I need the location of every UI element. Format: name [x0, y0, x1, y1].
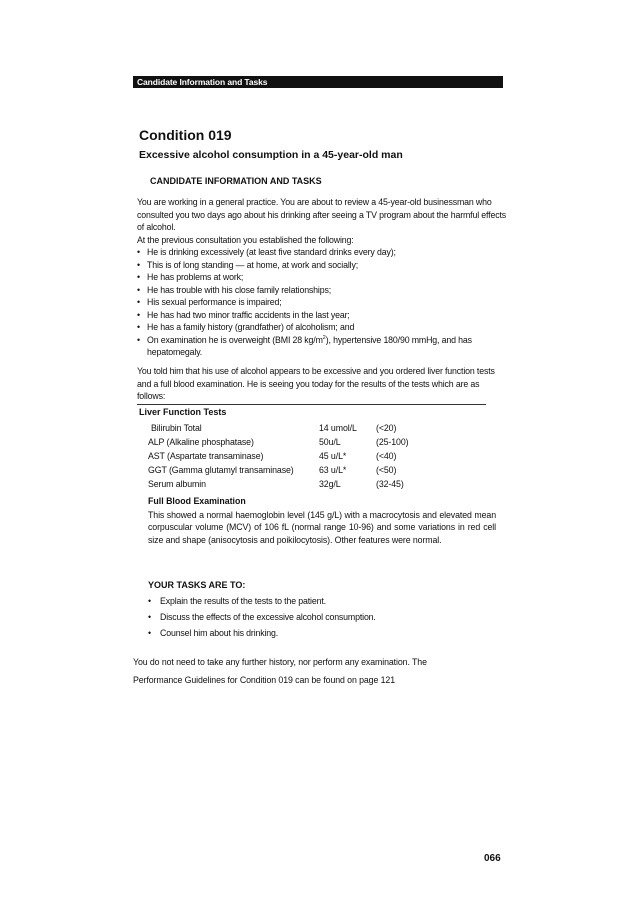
test-value: 50u/L: [319, 437, 341, 447]
test-range: (32-45): [376, 479, 404, 489]
test-range: (<40): [376, 451, 397, 461]
test-value: 63 u/L*: [319, 465, 347, 475]
test-name: GGT (Gamma glutamyl transaminase): [148, 465, 294, 475]
test-value: 45 u/L*: [319, 451, 347, 461]
tasks-list: [148, 593, 498, 641]
test-range: (<50): [376, 465, 397, 475]
fbe-text: This showed a normal haemoglobin level (145 g/L) with a macrocytosis and elevated mean corpuscular volume (MCV) of 106 fL (normal range 10-96) and some variations in red cell size and shape (anisocytosis and poikilocytosis). Other features were normal.: [148, 510, 496, 545]
exam-finding-superscript: 2: [322, 334, 326, 341]
list-item: • He has problems at work;: [137, 271, 507, 284]
list-item: • Explain the results of the tests to the patient.: [148, 593, 498, 609]
footer-line-2: Performance Guidelines for Condition 019 can be found on page 121: [133, 675, 395, 685]
table-row: [148, 437, 408, 451]
page-number: 066: [484, 853, 501, 864]
test-value: 14 umol/L: [319, 423, 357, 433]
test-range: (25-100): [376, 437, 409, 447]
list-item: • He has a family history (grandfather) of alcoholism; and: [137, 321, 507, 334]
list-item: [137, 334, 507, 359]
test-value: 32g/L: [319, 479, 341, 489]
test-name: Serum albumin: [148, 479, 206, 489]
lft-table: [148, 423, 408, 493]
lft-heading: Liver Function Tests: [139, 407, 227, 417]
fbe-heading: Full Blood Examination: [148, 496, 246, 506]
condition-subtitle: Excessive alcohol consumption in a 45-year-old man: [139, 149, 403, 161]
tests-ordered-paragraph: You told him that his use of alcohol appears to be excessive and you ordered liver function tests and a full blood examination. He is seeing you today for the results of the tests which are as follows:: [137, 366, 495, 401]
list-item: • He has had two minor traffic accidents in the last year;: [137, 309, 507, 322]
table-row: [148, 451, 408, 465]
intro-paragraph: You are working in a general practice. You are about to review a 45-year-old businessman who consulted you two days ago about his drinking after seeing a TV program about the harmful effects of alcohol.: [137, 197, 506, 232]
test-name: ALP (Alkaline phosphatase): [148, 437, 254, 447]
findings-list: [137, 246, 507, 359]
test-name: AST (Aspartate transaminase): [148, 451, 264, 461]
list-item: • He has trouble with his close family relationships;: [137, 284, 507, 297]
list-item: • Discuss the effects of the excessive alcohol consumption.: [148, 609, 498, 625]
list-item: • He is drinking excessively (at least five standard drinks every day);: [137, 246, 507, 259]
list-item: • His sexual performance is impaired;: [137, 296, 507, 309]
table-row: [148, 423, 408, 437]
table-row: [148, 479, 408, 493]
previous-consultation-intro: At the previous consultation you established the following:: [137, 235, 354, 245]
section-divider: [137, 404, 486, 405]
test-name: Bilirubin Total: [151, 423, 202, 433]
tasks-heading: YOUR TASKS ARE TO:: [148, 580, 246, 590]
section-header-bar: Candidate Information and Tasks: [133, 76, 503, 88]
list-item: • This is of long standing — at home, at work and socially;: [137, 259, 507, 272]
footer-line-1: You do not need to take any further history, nor perform any examination. The: [133, 657, 427, 667]
condition-title: Condition 019: [139, 127, 232, 143]
candidate-info-heading: CANDIDATE INFORMATION AND TASKS: [150, 176, 322, 186]
table-row: [148, 465, 408, 479]
exam-finding-text-b: ), hypertensive 180/90 mmHg, and has hepatomegaly.: [147, 334, 472, 357]
exam-finding-text-a: On examination he is overweight (BMI 28 kg/m: [147, 334, 323, 345]
test-range: (<20): [376, 423, 397, 433]
list-item: • Counsel him about his drinking.: [148, 625, 498, 641]
